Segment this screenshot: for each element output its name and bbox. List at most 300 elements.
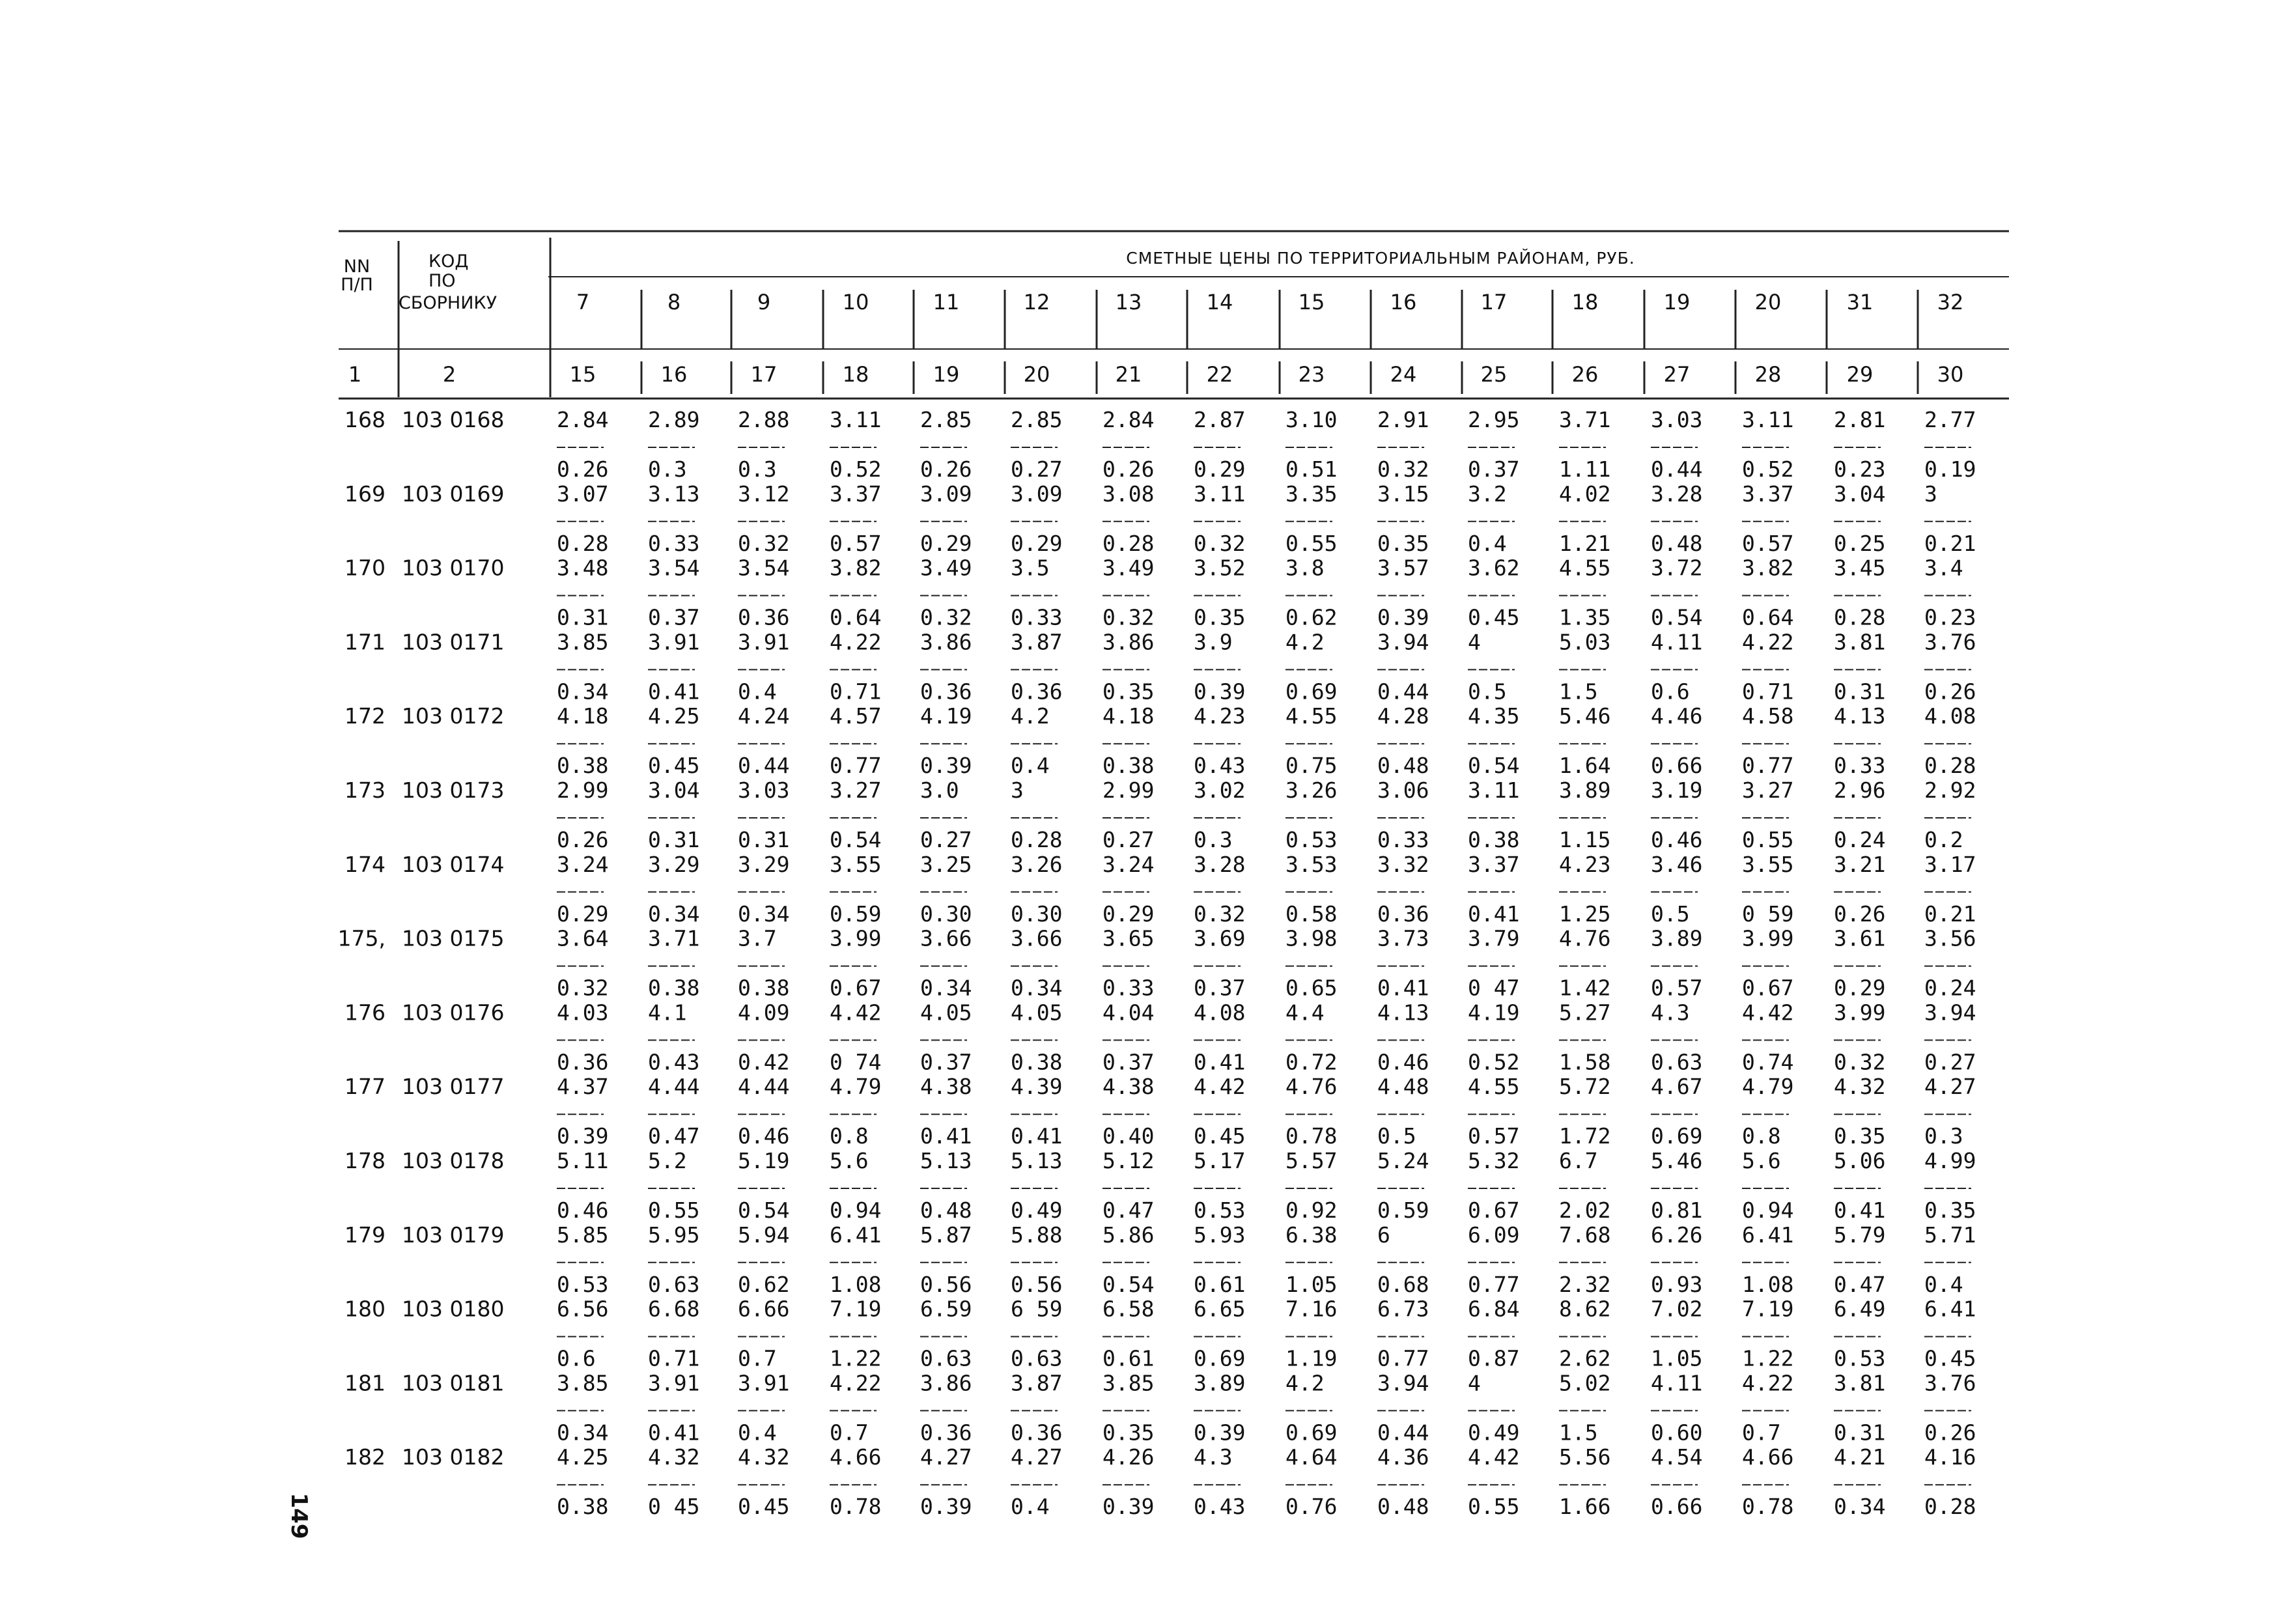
price-cell: 7.02	[1651, 1296, 1703, 1322]
price-cell: 0.29	[1102, 901, 1155, 927]
price-cell: 0.94	[830, 1197, 882, 1223]
row-number: 182	[344, 1444, 386, 1470]
row-code: 103 0172	[402, 703, 505, 729]
price-cell: 1.15	[1559, 827, 1611, 852]
price-cell: 0.32	[738, 530, 790, 556]
district-col-header: 18	[1571, 290, 1599, 315]
price-cell: 0.69	[1285, 679, 1338, 705]
price-cell: 0.37	[1468, 456, 1520, 482]
price-cell: 6.49	[1834, 1296, 1886, 1322]
price-cell: 0.71	[648, 1345, 700, 1371]
price-cell: 0.77	[830, 753, 882, 779]
price-cell: 4.44	[738, 1074, 790, 1100]
price-cell: 0.71	[1742, 679, 1794, 705]
price-cell: 1.72	[1559, 1123, 1611, 1149]
price-cell: 0.37	[1102, 1049, 1155, 1075]
row-code: 103 0168	[402, 407, 505, 432]
price-cell: 3.89	[1559, 777, 1611, 803]
price-cell: 4.26	[1102, 1444, 1155, 1470]
price-cell: 3.69	[1194, 925, 1246, 951]
price-cell: 6.26	[1651, 1222, 1703, 1248]
price-cell: 0.34	[557, 1420, 609, 1446]
price-cell: 0.26	[920, 456, 972, 482]
price-cell: 3.76	[1924, 629, 1976, 655]
price-cell: 1.64	[1559, 753, 1611, 779]
price-cell: 3.99	[1834, 1000, 1886, 1026]
price-cell: 0.87	[1468, 1345, 1520, 1371]
price-cell: 3.81	[1834, 629, 1886, 655]
price-cell: 0.42	[738, 1049, 790, 1075]
price-cell: 0.23	[1924, 604, 1976, 630]
price-cell: 0.5	[1377, 1123, 1416, 1149]
price-cell: 3.91	[648, 629, 700, 655]
price-cell: 0.45	[1468, 604, 1520, 630]
price-cell: 3.55	[830, 851, 882, 877]
price-cell: 0.6	[1651, 679, 1690, 705]
price-cell: 0.41	[1011, 1123, 1063, 1149]
row-number: 175,	[337, 925, 386, 951]
price-cell: 3.29	[738, 851, 790, 877]
price-cell: 4.22	[1742, 629, 1794, 655]
price-cell: 6	[1377, 1222, 1390, 1248]
price-cell: 4.11	[1651, 629, 1703, 655]
district-col-header: 15	[1298, 290, 1325, 315]
price-cell: 4.19	[920, 703, 972, 729]
price-cell: 4.36	[1377, 1444, 1429, 1470]
price-cell: 1.42	[1559, 975, 1611, 1001]
price-cell: 0.41	[1194, 1049, 1246, 1075]
row-number: 179	[344, 1222, 386, 1248]
price-cell: 3.76	[1924, 1370, 1976, 1396]
price-cell: 0.38	[557, 1494, 609, 1520]
row-code: 103 0174	[402, 851, 505, 877]
price-cell: 4.79	[1742, 1074, 1794, 1100]
price-cell: 4.32	[738, 1444, 790, 1470]
index-col-header: 27	[1663, 362, 1691, 387]
price-cell: 0.44	[738, 753, 790, 779]
price-cell: 3.81	[1834, 1370, 1886, 1396]
price-cell: 0.63	[1651, 1049, 1703, 1075]
price-cell: 0.66	[1651, 1494, 1703, 1520]
price-cell: 0.28	[1924, 753, 1976, 779]
price-cell: 0.68	[1377, 1271, 1429, 1297]
price-cell: 6.56	[557, 1296, 609, 1322]
price-cell: 1.35	[1559, 604, 1611, 630]
price-cell: 3.26	[1011, 851, 1063, 877]
price-cell: 5.11	[557, 1148, 609, 1173]
price-cell: 5.2	[648, 1148, 687, 1173]
price-cell: 0.94	[1742, 1197, 1794, 1223]
price-cell: 2.89	[648, 407, 700, 432]
price-cell: 6.84	[1468, 1296, 1520, 1322]
price-cell: 3.99	[1742, 925, 1794, 951]
price-cell: 0.29	[920, 530, 972, 556]
row-number: 168	[344, 407, 386, 432]
price-cell: 2.91	[1377, 407, 1429, 432]
price-cell: 0.39	[1377, 604, 1429, 630]
price-cell: 3.72	[1651, 555, 1703, 581]
price-cell: 4.22	[830, 629, 882, 655]
price-cell: 5.87	[920, 1222, 972, 1248]
price-cell: 0.47	[1102, 1197, 1155, 1223]
price-cell: 0.36	[920, 679, 972, 705]
price-cell: 0.34	[738, 901, 790, 927]
price-cell: 3.82	[830, 555, 882, 581]
row-number: 172	[344, 703, 386, 729]
price-cell: 0.33	[648, 530, 700, 556]
price-cell: 0.64	[830, 604, 882, 630]
price-cell: 3.85	[557, 1370, 609, 1396]
price-cell: 3.10	[1285, 407, 1338, 432]
price-cell: 4.48	[1377, 1074, 1429, 1100]
price-cell: 2.62	[1559, 1345, 1611, 1371]
index-col-header: 19	[933, 362, 960, 387]
price-cell: 0.62	[738, 1271, 790, 1297]
price-cell: 3.26	[1285, 777, 1338, 803]
price-cell: 4.1	[648, 1000, 687, 1026]
district-col-header: 31	[1846, 290, 1874, 315]
price-cell: 0.93	[1651, 1271, 1703, 1297]
row-number: 180	[344, 1296, 386, 1322]
price-cell: 1.11	[1559, 456, 1611, 482]
price-cell: 3.03	[1651, 407, 1703, 432]
price-cell: 1.5	[1559, 1420, 1598, 1446]
price-cell: 0.59	[830, 901, 882, 927]
price-cell: 4.54	[1651, 1444, 1703, 1470]
price-cell: 1.08	[830, 1271, 882, 1297]
row-code: 103 0175	[402, 925, 505, 951]
price-cell: 0.69	[1285, 1420, 1338, 1446]
price-cell: 4.64	[1285, 1444, 1338, 1470]
row-number: 177	[344, 1074, 386, 1100]
price-cell: 0.38	[648, 975, 700, 1001]
price-cell: 6.66	[738, 1296, 790, 1322]
price-cell: 2.85	[1011, 407, 1063, 432]
price-cell: 4.03	[557, 1000, 609, 1026]
price-cell: 4.09	[738, 1000, 790, 1026]
price-cell: 0.3	[1194, 827, 1233, 852]
price-cell: 2.95	[1468, 407, 1520, 432]
price-cell: 3.94	[1377, 629, 1429, 655]
price-cell: 0.41	[1377, 975, 1429, 1001]
price-cell: 3.89	[1194, 1370, 1246, 1396]
price-cell: 0.48	[1651, 530, 1703, 556]
price-cell: 1.58	[1559, 1049, 1611, 1075]
header-pp: П/П	[341, 275, 373, 295]
price-cell: 0.55	[1742, 827, 1794, 852]
price-cell: 0.69	[1651, 1123, 1703, 1149]
price-cell: 0.47	[648, 1123, 700, 1149]
price-cell: 4.42	[1468, 1444, 1520, 1470]
price-cell: 3.48	[557, 555, 609, 581]
price-cell: 2.32	[1559, 1271, 1611, 1297]
price-cell: 0 45	[648, 1494, 700, 1520]
price-cell: 3.11	[1742, 407, 1794, 432]
price-cell: 0.67	[1468, 1197, 1520, 1223]
price-cell: 0.54	[1651, 604, 1703, 630]
price-cell: 4.58	[1742, 703, 1794, 729]
price-cell: 0.54	[1468, 753, 1520, 779]
price-cell: 0.55	[1468, 1494, 1520, 1520]
price-cell: 5.93	[1194, 1222, 1246, 1248]
price-cell: 0.44	[1377, 679, 1429, 705]
price-cell: 0.53	[1285, 827, 1338, 852]
price-cell: 4.24	[738, 703, 790, 729]
price-cell: 0.60	[1651, 1420, 1703, 1446]
header-sbornik: СБОРНИКУ	[399, 293, 498, 313]
price-cell: 6.73	[1377, 1296, 1429, 1322]
district-col-header: 16	[1390, 290, 1417, 315]
price-cell: 3.71	[648, 925, 700, 951]
price-cell: 0.32	[920, 604, 972, 630]
price-cell: 7.68	[1559, 1222, 1611, 1248]
price-cell: 3.12	[738, 481, 790, 507]
price-cell: 3.94	[1924, 1000, 1976, 1026]
price-cell: 2.87	[1194, 407, 1246, 432]
price-cell: 5.24	[1377, 1148, 1429, 1173]
price-cell: 0.71	[830, 679, 882, 705]
price-cell: 3.35	[1285, 481, 1338, 507]
price-cell: 0.39	[1194, 679, 1246, 705]
price-cell: 5.94	[738, 1222, 790, 1248]
price-cell: 4.2	[1011, 703, 1050, 729]
row-code: 103 0176	[402, 1000, 505, 1026]
price-cell: 4.28	[1377, 703, 1429, 729]
price-cell: 0.36	[1011, 1420, 1063, 1446]
price-cell: 0.33	[1011, 604, 1063, 630]
price-cell: 4.39	[1011, 1074, 1063, 1100]
price-cell: 1.5	[1559, 679, 1598, 705]
price-cell: 3.45	[1834, 555, 1886, 581]
row-code: 103 0177	[402, 1074, 505, 1100]
price-cell: 0.46	[1651, 827, 1703, 852]
price-cell: 0.41	[648, 679, 700, 705]
price-cell: 4.19	[1468, 1000, 1520, 1026]
price-cell: 0 59	[1742, 901, 1794, 927]
price-cell: 0.35	[1194, 604, 1246, 630]
price-cell: 3.03	[738, 777, 790, 803]
price-cell: 2.96	[1834, 777, 1886, 803]
district-col-header: 17	[1480, 290, 1508, 315]
price-cell: 0.29	[1011, 530, 1063, 556]
price-cell: 5.71	[1924, 1222, 1976, 1248]
price-cell: 0.63	[1011, 1345, 1063, 1371]
price-cell: 0.31	[1834, 679, 1886, 705]
price-cell: 5.13	[1011, 1148, 1063, 1173]
district-col-header: 9	[757, 290, 771, 315]
price-cell: 4.46	[1651, 703, 1703, 729]
price-cell: 0.48	[920, 1197, 972, 1223]
price-cell: 0.77	[1377, 1345, 1429, 1371]
price-cell: 0.35	[1102, 679, 1155, 705]
price-cell: 4.04	[1102, 1000, 1155, 1026]
price-cell: 3.79	[1468, 925, 1520, 951]
price-cell: 0.31	[738, 827, 790, 852]
price-cell: 3.61	[1834, 925, 1886, 951]
price-cell: 8.62	[1559, 1296, 1611, 1322]
price-cell: 0.81	[1651, 1197, 1703, 1223]
price-cell: 0.4	[738, 679, 777, 705]
price-cell: 4.08	[1924, 703, 1976, 729]
price-cell: 0.29	[1834, 975, 1886, 1001]
price-cell: 3	[1924, 481, 1937, 507]
price-cell: 0.49	[1011, 1197, 1063, 1223]
price-cell: 4.27	[1924, 1074, 1976, 1100]
index-col-header: 29	[1846, 362, 1874, 387]
price-cell: 0.35	[1377, 530, 1429, 556]
price-cell: 2.85	[920, 407, 972, 432]
price-cell: 0.77	[1742, 753, 1794, 779]
row-number: 169	[344, 481, 386, 507]
price-cell: 4.76	[1559, 925, 1611, 951]
row-code: 103 0181	[402, 1370, 505, 1396]
price-cell: 6.38	[1285, 1222, 1338, 1248]
price-cell: 3.08	[1102, 481, 1155, 507]
price-cell: 0.37	[920, 1049, 972, 1075]
price-cell: 0.64	[1742, 604, 1794, 630]
price-cell: 4.02	[1559, 481, 1611, 507]
price-cell: 3.11	[830, 407, 882, 432]
price-cell: 3.53	[1285, 851, 1338, 877]
price-cell: 0.4	[738, 1420, 777, 1446]
price-cell: 5.46	[1651, 1148, 1703, 1173]
district-col-header: 14	[1206, 290, 1233, 315]
price-cell: 5.19	[738, 1148, 790, 1173]
price-cell: 0.78	[1742, 1494, 1794, 1520]
price-cell: 4	[1468, 629, 1481, 655]
price-cell: 0.53	[1834, 1345, 1886, 1371]
price-cell: 4.11	[1651, 1370, 1703, 1396]
price-cell: 0.36	[920, 1420, 972, 1446]
price-cell: 0.54	[738, 1197, 790, 1223]
price-cell: 0.30	[920, 901, 972, 927]
index-col-header: 30	[1937, 362, 1964, 387]
price-cell: 2.02	[1559, 1197, 1611, 1223]
row-code: 103 0171	[402, 629, 505, 655]
price-cell: 0.49	[1468, 1420, 1520, 1446]
price-cell: 0.55	[1285, 530, 1338, 556]
index-col-1: 1	[348, 362, 362, 387]
price-cell: 4.25	[557, 1444, 609, 1470]
price-cell: 3	[1011, 777, 1024, 803]
price-cell: 0.26	[557, 827, 609, 852]
row-number: 178	[344, 1148, 386, 1173]
price-cell: 0.78	[830, 1494, 882, 1520]
price-cell: 5.86	[1102, 1222, 1155, 1248]
price-cell: 3.89	[1651, 925, 1703, 951]
price-cell: 0.54	[830, 827, 882, 852]
price-cell: 0.28	[1102, 530, 1155, 556]
price-cell: 0.4	[1924, 1271, 1963, 1297]
row-number: 170	[344, 555, 386, 581]
price-cell: 7.16	[1285, 1296, 1338, 1322]
price-cell: 0.53	[1194, 1197, 1246, 1223]
price-cell: 0.7	[830, 1420, 869, 1446]
price-cell: 5.32	[1468, 1148, 1520, 1173]
price-cell: 6.68	[648, 1296, 700, 1322]
row-code: 103 0182	[402, 1444, 505, 1470]
price-cell: 4.32	[648, 1444, 700, 1470]
price-cell: 0.39	[920, 1494, 972, 1520]
price-cell: 0.38	[738, 975, 790, 1001]
price-cell: 4.21	[1834, 1444, 1886, 1470]
price-cell: 0.62	[1285, 604, 1338, 630]
price-cell: 0.44	[1377, 1420, 1429, 1446]
price-cell: 0.63	[920, 1345, 972, 1371]
price-cell: 0.32	[557, 975, 609, 1001]
price-cell: 4.22	[1742, 1370, 1794, 1396]
price-cell: 4.76	[1285, 1074, 1338, 1100]
price-cell: 0.46	[738, 1123, 790, 1149]
price-cell: 4.27	[1011, 1444, 1063, 1470]
price-cell: 0.33	[1834, 753, 1886, 779]
price-cell: 0.63	[648, 1271, 700, 1297]
price-cell: 4.05	[1011, 1000, 1063, 1026]
price-cell: 3.49	[920, 555, 972, 581]
price-cell: 0.65	[1285, 975, 1338, 1001]
price-cell: 0.41	[920, 1123, 972, 1149]
price-cell: 0.34	[920, 975, 972, 1001]
price-cell: 5.72	[1559, 1074, 1611, 1100]
price-cell: 3.91	[648, 1370, 700, 1396]
price-cell: 0.67	[1742, 975, 1794, 1001]
price-cell: 0.26	[1102, 456, 1155, 482]
row-number: 176	[344, 1000, 386, 1026]
price-cell: 4.42	[830, 1000, 882, 1026]
price-cell: 4.79	[830, 1074, 882, 1100]
price-cell: 2.81	[1834, 407, 1886, 432]
price-cell: 4.13	[1834, 703, 1886, 729]
price-cell: 0.23	[1834, 456, 1886, 482]
price-cell: 0.31	[557, 604, 609, 630]
price-cell: 0.36	[1011, 679, 1063, 705]
price-cell: 0.29	[1194, 456, 1246, 482]
price-cell: 0.39	[557, 1123, 609, 1149]
price-cell: 4.18	[1102, 703, 1155, 729]
price-cell: 5.12	[1102, 1148, 1155, 1173]
price-cell: 3.32	[1377, 851, 1429, 877]
district-col-header: 13	[1115, 290, 1142, 315]
price-cell: 6.41	[1924, 1296, 1976, 1322]
price-cell: 4.32	[1834, 1074, 1886, 1100]
price-cell: 3.56	[1924, 925, 1976, 951]
price-cell: 4.38	[920, 1074, 972, 1100]
index-col-header: 24	[1390, 362, 1417, 387]
price-cell: 0.59	[1377, 1197, 1429, 1223]
price-cell: 0.26	[1924, 1420, 1976, 1446]
price-cell: 0.21	[1924, 901, 1976, 927]
price-cell: 0.48	[1377, 1494, 1429, 1520]
price-cell: 0.37	[648, 604, 700, 630]
price-cell: 4.3	[1651, 1000, 1690, 1026]
price-cell: 4.66	[830, 1444, 882, 1470]
price-cell: 3.98	[1285, 925, 1338, 951]
price-cell: 3.54	[738, 555, 790, 581]
price-cell: 4.42	[1742, 1000, 1794, 1026]
price-cell: 4.2	[1285, 1370, 1325, 1396]
price-cell: 3.24	[557, 851, 609, 877]
price-cell: 3.66	[920, 925, 972, 951]
index-col-header: 21	[1115, 362, 1142, 387]
district-col-header: 8	[667, 290, 681, 315]
price-cell: 5.17	[1194, 1148, 1246, 1173]
price-cell: 4.27	[920, 1444, 972, 1470]
price-cell: 5.57	[1285, 1148, 1338, 1173]
price-cell: 3.11	[1468, 777, 1520, 803]
price-cell: 3.24	[1102, 851, 1155, 877]
price-cell: 3.04	[1834, 481, 1886, 507]
row-code: 103 0169	[402, 481, 505, 507]
